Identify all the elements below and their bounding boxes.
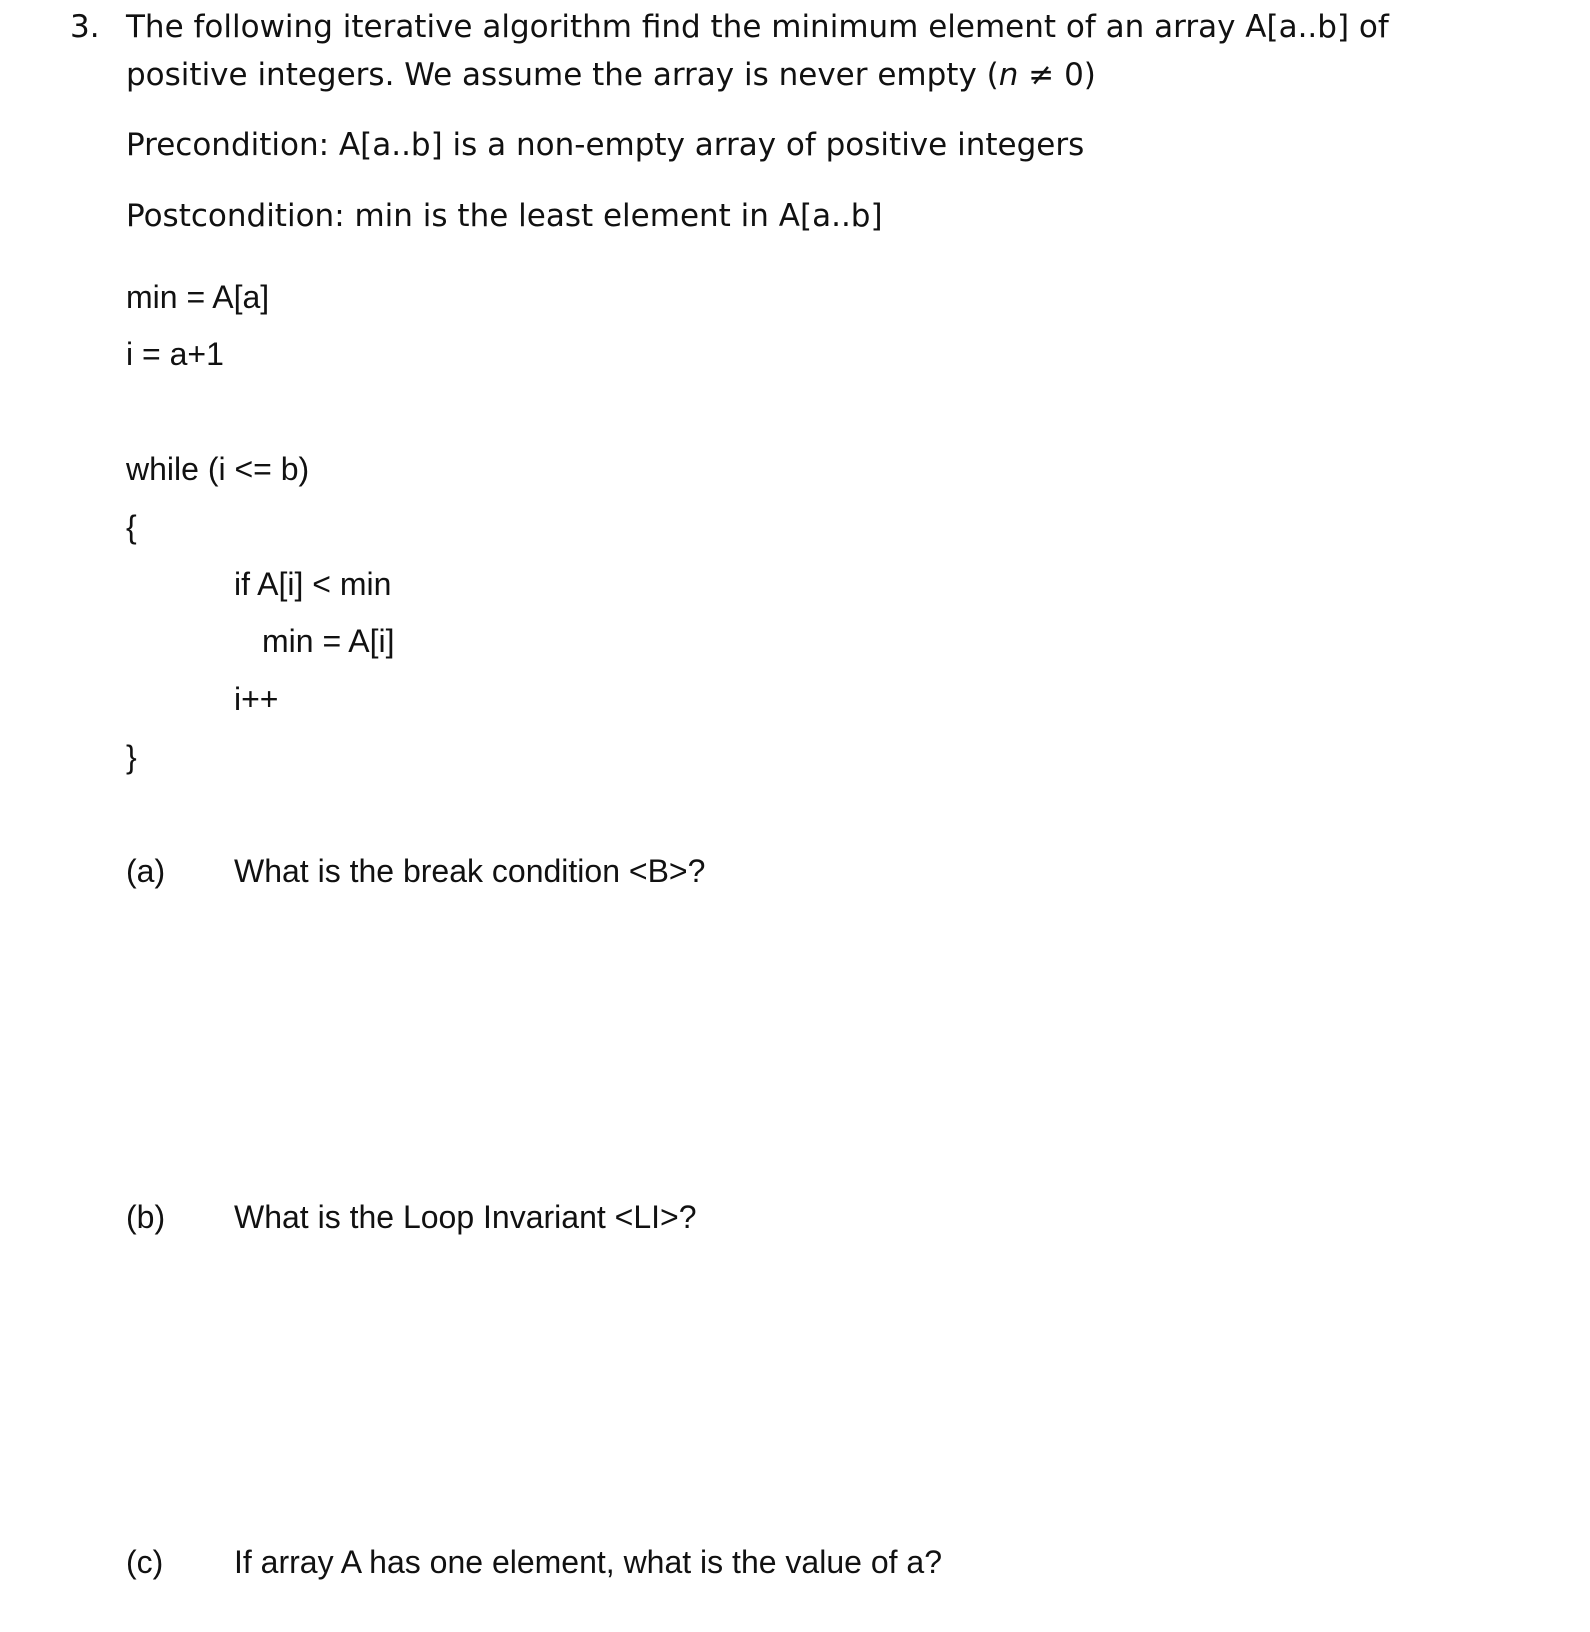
part-b-text: What is the Loop Invariant <LI>? (234, 1199, 697, 1235)
code-line-increment: i++ (234, 681, 279, 717)
part-a-label: (a) (126, 853, 166, 889)
code-line-while: while (i <= b) (126, 451, 310, 487)
part-c-text: If array A has one element, what is the value of a? (234, 1544, 942, 1580)
code-line-if: if A[i] < min (234, 566, 392, 602)
intro-line2-variable: n (998, 57, 1019, 93)
question-number: 3. (70, 9, 100, 45)
intro-line2-suffix: ≠ 0) (1018, 57, 1096, 93)
part-c-label: (c) (126, 1544, 164, 1580)
part-a-text: What is the break condition <B>? (234, 853, 706, 889)
part-b-label: (b) (126, 1199, 166, 1235)
code-line-i-init: i = a+1 (126, 336, 224, 372)
code-line-min-init: min = A[a] (126, 279, 270, 315)
code-line-assign: min = A[i] (262, 623, 395, 659)
intro-line2-prefix: positive integers. We assume the array is never empty ( (126, 57, 999, 93)
code-open-brace: { (126, 509, 137, 545)
question-intro-line1: The following iterative algorithm find the minimum element of an array A[a..b] of (126, 9, 1389, 45)
postcondition: Postcondition: min is the least element in A[a..b] (126, 198, 883, 234)
code-close-brace: } (126, 739, 137, 775)
question-intro-line2 (126, 57, 1096, 93)
precondition: Precondition: A[a..b] is a non-empty array of positive integers (126, 127, 1085, 163)
